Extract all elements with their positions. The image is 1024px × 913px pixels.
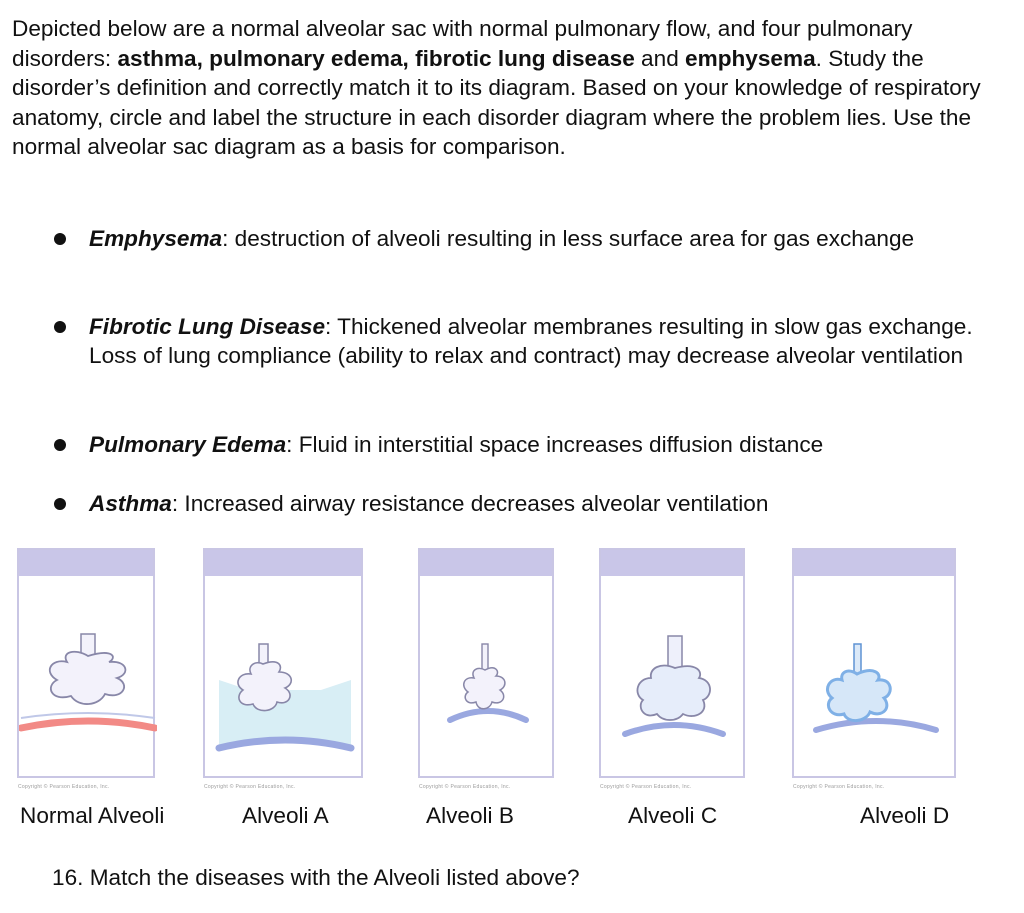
definition-term: Emphysema <box>89 226 223 251</box>
alveoli-d-drawing <box>794 550 958 780</box>
definition-text: : destruction of alveoli resulting in less surface area for gas exchange <box>222 226 915 251</box>
question-number: 16. <box>52 865 84 890</box>
question-16 <box>52 865 580 891</box>
diagram-alveoli-a <box>203 548 363 778</box>
thickened-membrane <box>827 671 890 721</box>
bullet-dot <box>54 321 66 333</box>
intro-text-3: . Study the disorder’s definition and correctly match it to its diagram. Based on your knowledge of respiratory anatomy, circle and label the structure in each disorder diagram where the problem lies. Use the normal alveolar sac diagram as a basis for comparison. <box>12 45 981 159</box>
alveoli-b-drawing <box>420 550 556 780</box>
label-alveoli-a: Alveoli A <box>242 803 329 828</box>
definition-text: : Fluid in interstitial space increases diffusion distance <box>286 432 824 457</box>
diagram-normal-alveoli <box>17 548 155 778</box>
definition-term: Fibrotic Lung Disease <box>89 314 326 339</box>
label-normal-alveoli: Normal Alveoli <box>20 803 165 828</box>
label-alveoli-d: Alveoli D <box>860 803 950 828</box>
alveoli-a-drawing <box>205 550 365 780</box>
definition-text: : Increased airway resistance decreases alveolar ventilation <box>171 491 769 516</box>
definition-term: Pulmonary Edema <box>89 432 287 457</box>
label-alveoli-c: Alveoli C <box>628 803 718 828</box>
diagram-credit: Copyright © Pearson Education, Inc. <box>204 784 296 790</box>
capillary <box>450 711 526 720</box>
capillary <box>625 725 723 734</box>
intro-disorder-list: asthma, pulmonary edema, fibrotic lung disease <box>117 45 635 71</box>
diagram-alveoli-b <box>418 548 554 778</box>
diagram-credit: Copyright © Pearson Education, Inc. <box>419 784 511 790</box>
diagram-alveoli-c <box>599 548 745 778</box>
capillary <box>816 721 936 730</box>
definition-term: Asthma <box>89 491 172 516</box>
diagram-credit: Copyright © Pearson Education, Inc. <box>18 784 110 790</box>
bullet-dot <box>54 498 66 510</box>
intro-paragraph <box>12 14 1007 162</box>
question-text: Match the diseases with the Alveoli listed above? <box>89 865 580 890</box>
bullet-dot <box>54 439 66 451</box>
intro-emphysema: emphysema <box>685 45 816 71</box>
label-alveoli-b: Alveoli B <box>426 803 514 828</box>
diagram-credit: Copyright © Pearson Education, Inc. <box>793 784 885 790</box>
bullet-dot <box>54 233 66 245</box>
intro-text-1: Depicted below are a normal alveolar sac with normal pulmonary flow, and four pulmonary disorders: <box>12 16 913 71</box>
capillary <box>219 740 351 748</box>
intro-text-2: and <box>634 45 686 71</box>
diagram-credit: Copyright © Pearson Education, Inc. <box>600 784 692 790</box>
alveoli-c-drawing <box>601 550 747 780</box>
diagram-alveoli-d <box>792 548 956 778</box>
capillary <box>21 721 155 728</box>
definition-text: : Thickened alveolar membranes resulting in slow gas exchange. Loss of lung compliance (ability to relax and contract) may decrease alveolar ventilation <box>89 314 973 368</box>
normal-alveolar-sac-drawing <box>19 550 157 780</box>
